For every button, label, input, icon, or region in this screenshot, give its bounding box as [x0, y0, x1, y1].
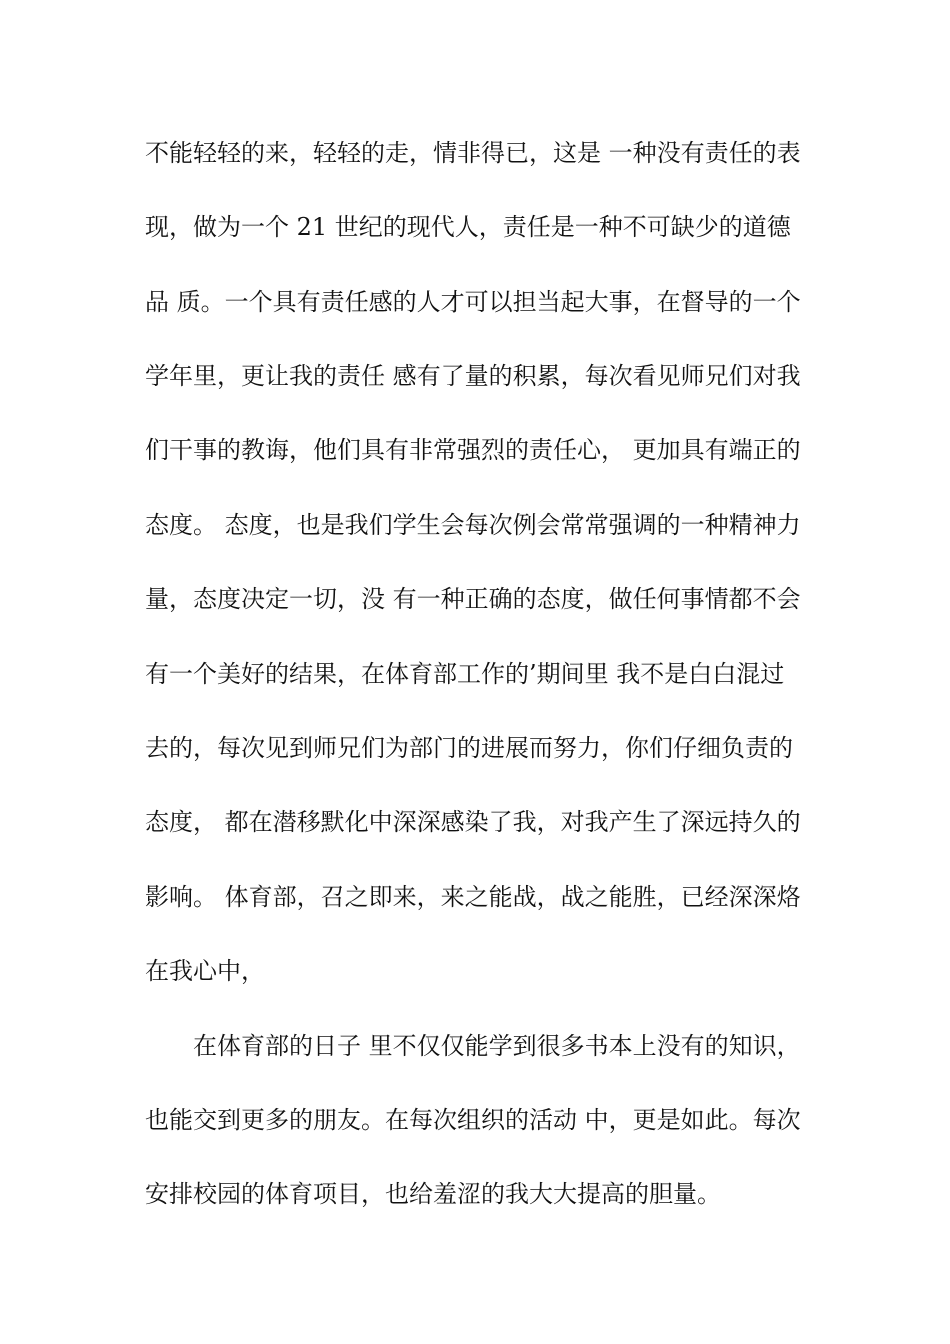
text-line: 品 质。一个具有责任感的人才可以担当起大事，在督导的一个	[145, 288, 801, 316]
text-line: 影响。 体育部，召之即来，来之能战，战之能胜，已经深深烙	[145, 883, 801, 911]
text-line: 学年里，更让我的责任 感有了量的积累，每次看见师兄们对我	[145, 362, 801, 390]
text-line: 去的，每次见到师兄们为部门的进展而努力，你们仔细负责的	[145, 734, 793, 762]
text-line: 态度。 态度，也是我们学生会每次例会常常强调的一种精神力	[145, 511, 801, 539]
text-line: 有一个美好的结果，在体育部工作的’期间里 我不是白白混过	[145, 660, 785, 688]
text-line: 们干事的教诲，他们具有非常强烈的责任心， 更加具有端正的	[145, 436, 801, 464]
text-line: 现，做为一个 21 世纪的现代人，责任是一种不可缺少的道德	[145, 213, 791, 241]
text-line: 安排校园的体育项目，也给羞涩的我大大提高的胆量。	[145, 1180, 721, 1208]
text-line: 也能交到更多的朋友。在每次组织的活动 中，更是如此。每次	[145, 1106, 801, 1134]
text-line: 态度， 都在潜移默化中深深感染了我，对我产生了深远持久的	[145, 808, 801, 836]
text-line: 不能轻轻的来，轻轻的走，情非得已，这是 一种没有责任的表	[145, 139, 801, 167]
text-line: 在我心中，	[145, 957, 265, 985]
paragraph-first-line: 在体育部的日子 里不仅仅能学到很多书本上没有的知识，	[193, 1032, 801, 1060]
text-line: 量，态度决定一切，没 有一种正确的态度，做任何事情都不会	[145, 585, 801, 613]
